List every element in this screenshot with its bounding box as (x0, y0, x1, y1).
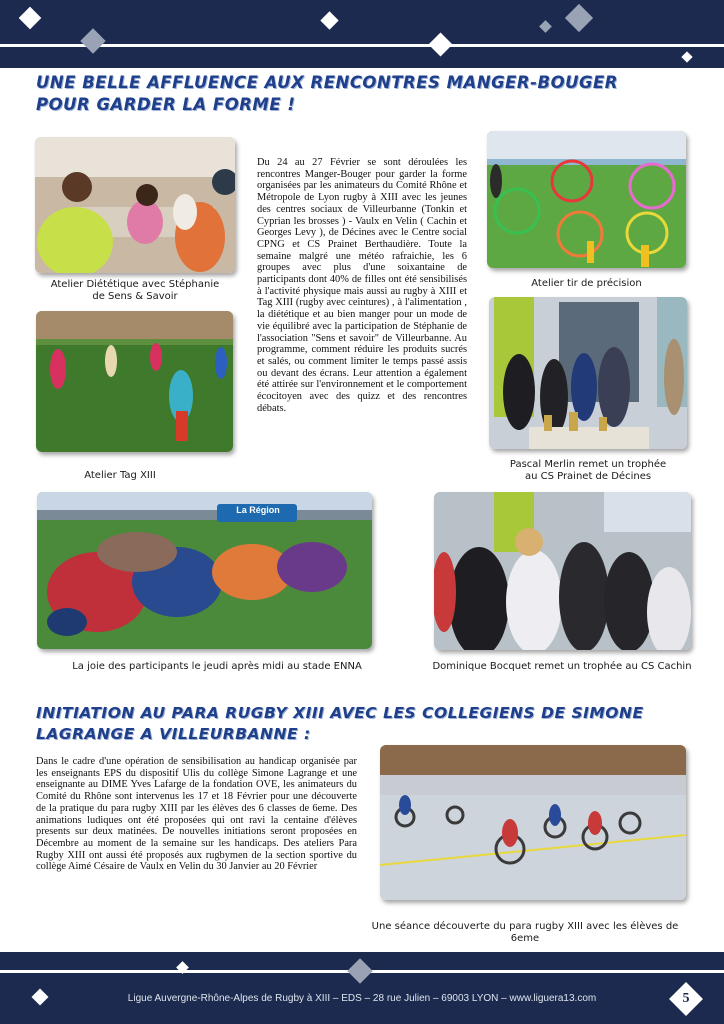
caption-line: Pascal Merlin remet un trophée (509, 459, 667, 470)
photo-atelier-dietetique (35, 137, 235, 273)
article-body: Dans le cadre d'une opération de sensibilisation au handicap organisée par les enseignants EPS du dispositif Ulis du collège Simone Lagrange et une enseignante au DIME Yves Lafarge de la fondation OVE, les animateurs du Comité du Rhône sont intervenus les 17 et 18 Février pour une découverte de la pratique du para rugby XIII par les élèves des 6 classes de 6eme. Des animations ludiques ont été proposées qui ont ravi la centaine d'élèves presents sur deux matinées. De nouvelles initiations seront proposées en Décembre au moment de la semaine sur les handicaps. Des ateliers Para Rugby XIII ont aussi été proposés aux rugbymen de la section sportive du collège Aimé Césaire de Vaulx en Velin du 30 Janvier au 20 Février (36, 756, 357, 873)
caption-line: au CS Prainet de Décines (524, 471, 652, 482)
photo-para-rugby (380, 745, 686, 900)
photo-caption (489, 459, 687, 483)
page-number: 5 (682, 991, 690, 1006)
header-background (0, 0, 724, 68)
photo-caption: La joie des participants le jeudi après midi au stade ENNA (72, 661, 362, 672)
article-title-line: INITIATION AU PARA RUGBY XIII AVEC LES COLLEGIENS DE SIMONE (36, 704, 644, 722)
article-title-line: UNE BELLE AFFLUENCE AUX RENCONTRES MANGER-BOUGER (36, 73, 619, 92)
article-title-line: POUR GARDER LA FORME ! (36, 95, 296, 114)
photo-caption: Atelier tir de précision (531, 278, 642, 289)
photo-caption: Une séance découverte du para rugby XIII avec les élèves de 6eme (371, 921, 679, 944)
photo-caption: Atelier Tag XIII (84, 470, 156, 481)
article-title (36, 703, 644, 745)
photo-caption: Dominique Bocquet remet un trophée au CS Cachin (432, 661, 692, 672)
photo-remise-trophee-prainet (489, 297, 687, 449)
photo-caption (35, 279, 235, 303)
caption-line: Atelier Diététique avec Stéphanie (50, 279, 220, 290)
header-stripe (0, 44, 724, 47)
article-title-line: LAGRANGE A VILLEURBANNE : (36, 725, 311, 743)
banner-label: La Région (236, 505, 280, 515)
footer-address: Ligue Auvergne-Rhône-Alpes de Rugby à XIII – EDS – 28 rue Julien – 69003 LYON – www.liguera13.com (127, 993, 597, 1004)
photo-atelier-tir (487, 131, 686, 268)
photo-remise-trophee-cachin (434, 492, 691, 650)
caption-line: de Sens & Savoir (92, 291, 178, 302)
photo-atelier-tag (36, 311, 233, 452)
article-body: Du 24 au 27 Février se sont déroulées les rencontres Manger-Bouger pour garder la forme organisées par les animateurs du Comité Rhône et Métropole de Lyon rugby à XIII avec les jeunes des centres sociaux de Villeurbanne (Tonkin et Cyprian les brosses ) - Vaulx en Velin ( Cachin et Georges Levy ), de Décines avec le Centre social CPNG et CS Prainet Berthaudière. Toute la semaine malgré une météo rafraichie, les 6 groupes avec plus d'une soixantaine de participants dont 40% de filles ont été sensibilisés à l'activité physique mais aussi au rugby à XIII et Tag XIII (rugby avec ceintures) , à l'alimentation , la diététique et au bien manger pour un mode de vie équilibré avec la participation de Stéphanie de l'association "Sens et savoir" de Villeurbanne. Au programme, comment réduire les produits sucrés et salés, ou comment limiter le temps passé assis ou devant des écrans. Leur attention a également été attirée sur l'environnement et le comportement écocitoyen avec des quizz et des rencontres débats. (257, 157, 467, 414)
article-title (36, 72, 618, 116)
photo-joie-participants (37, 492, 372, 649)
